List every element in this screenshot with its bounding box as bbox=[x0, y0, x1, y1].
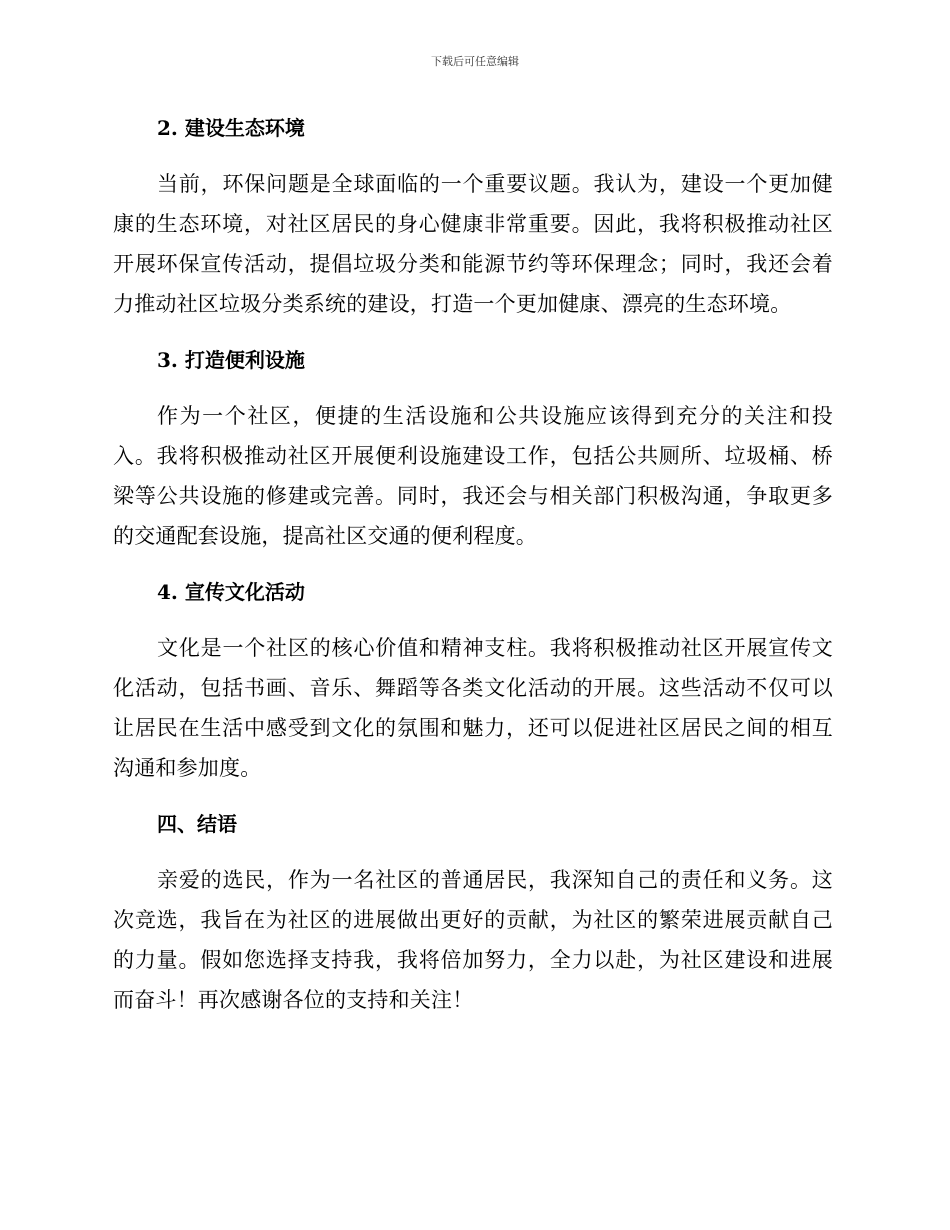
section-heading-culture: 4. 宣传文化活动 bbox=[157, 580, 305, 604]
section-heading-ecology: 2. 建设生态环境 bbox=[157, 116, 305, 140]
section-paragraph-ecology: 当前，环保问题是全球面临的一个重要议题。我认为，建设一个更加健康的生态环境，对社区居民的身心健康非常重要。因此，我将积极推动社区开展环保宣传活动，提倡垃圾分类和能源节约等环保理念；同时，我还会着力推动社区垃圾分类系统的建设，打造一个更加健康、漂亮的生态环境。 bbox=[113, 172, 833, 316]
section-paragraph-culture: 文化是一个社区的核心价值和精神支柱。我将积极推动社区开展宣传文化活动，包括书画、音乐、舞蹈等各类文化活动的开展。这些活动不仅可以让居民在生活中感受到文化的氛围和魅力，还可以促进社区居民之间的相互沟通和参加度。 bbox=[113, 636, 833, 780]
section-paragraph-facilities: 作为一个社区，便捷的生活设施和公共设施应该得到充分的关注和投入。我将积极推动社区开展便利设施建设工作，包括公共厕所、垃圾桶、桥梁等公共设施的修建或完善。同时，我还会与相关部门积极沟通，争取更多的交通配套设施，提高社区交通的便利程度。 bbox=[113, 404, 833, 548]
section-paragraph-conclusion: 亲爱的选民，作为一名社区的普通居民，我深知自己的责任和义务。这次竞选，我旨在为社区的进展做出更好的贡献，为社区的繁荣进展贡献自己的力量。假如您选择支持我，我将倍加努力，全力以赴，为社区建设和进展而奋斗！再次感谢各位的支持和关注！ bbox=[113, 868, 833, 1012]
section-heading-conclusion: 四、结语 bbox=[157, 812, 237, 836]
page-header-note: 下载后可任意编辑 bbox=[431, 55, 519, 68]
document-body bbox=[113, 108, 833, 1020]
section-heading-facilities: 3. 打造便利设施 bbox=[157, 348, 305, 372]
